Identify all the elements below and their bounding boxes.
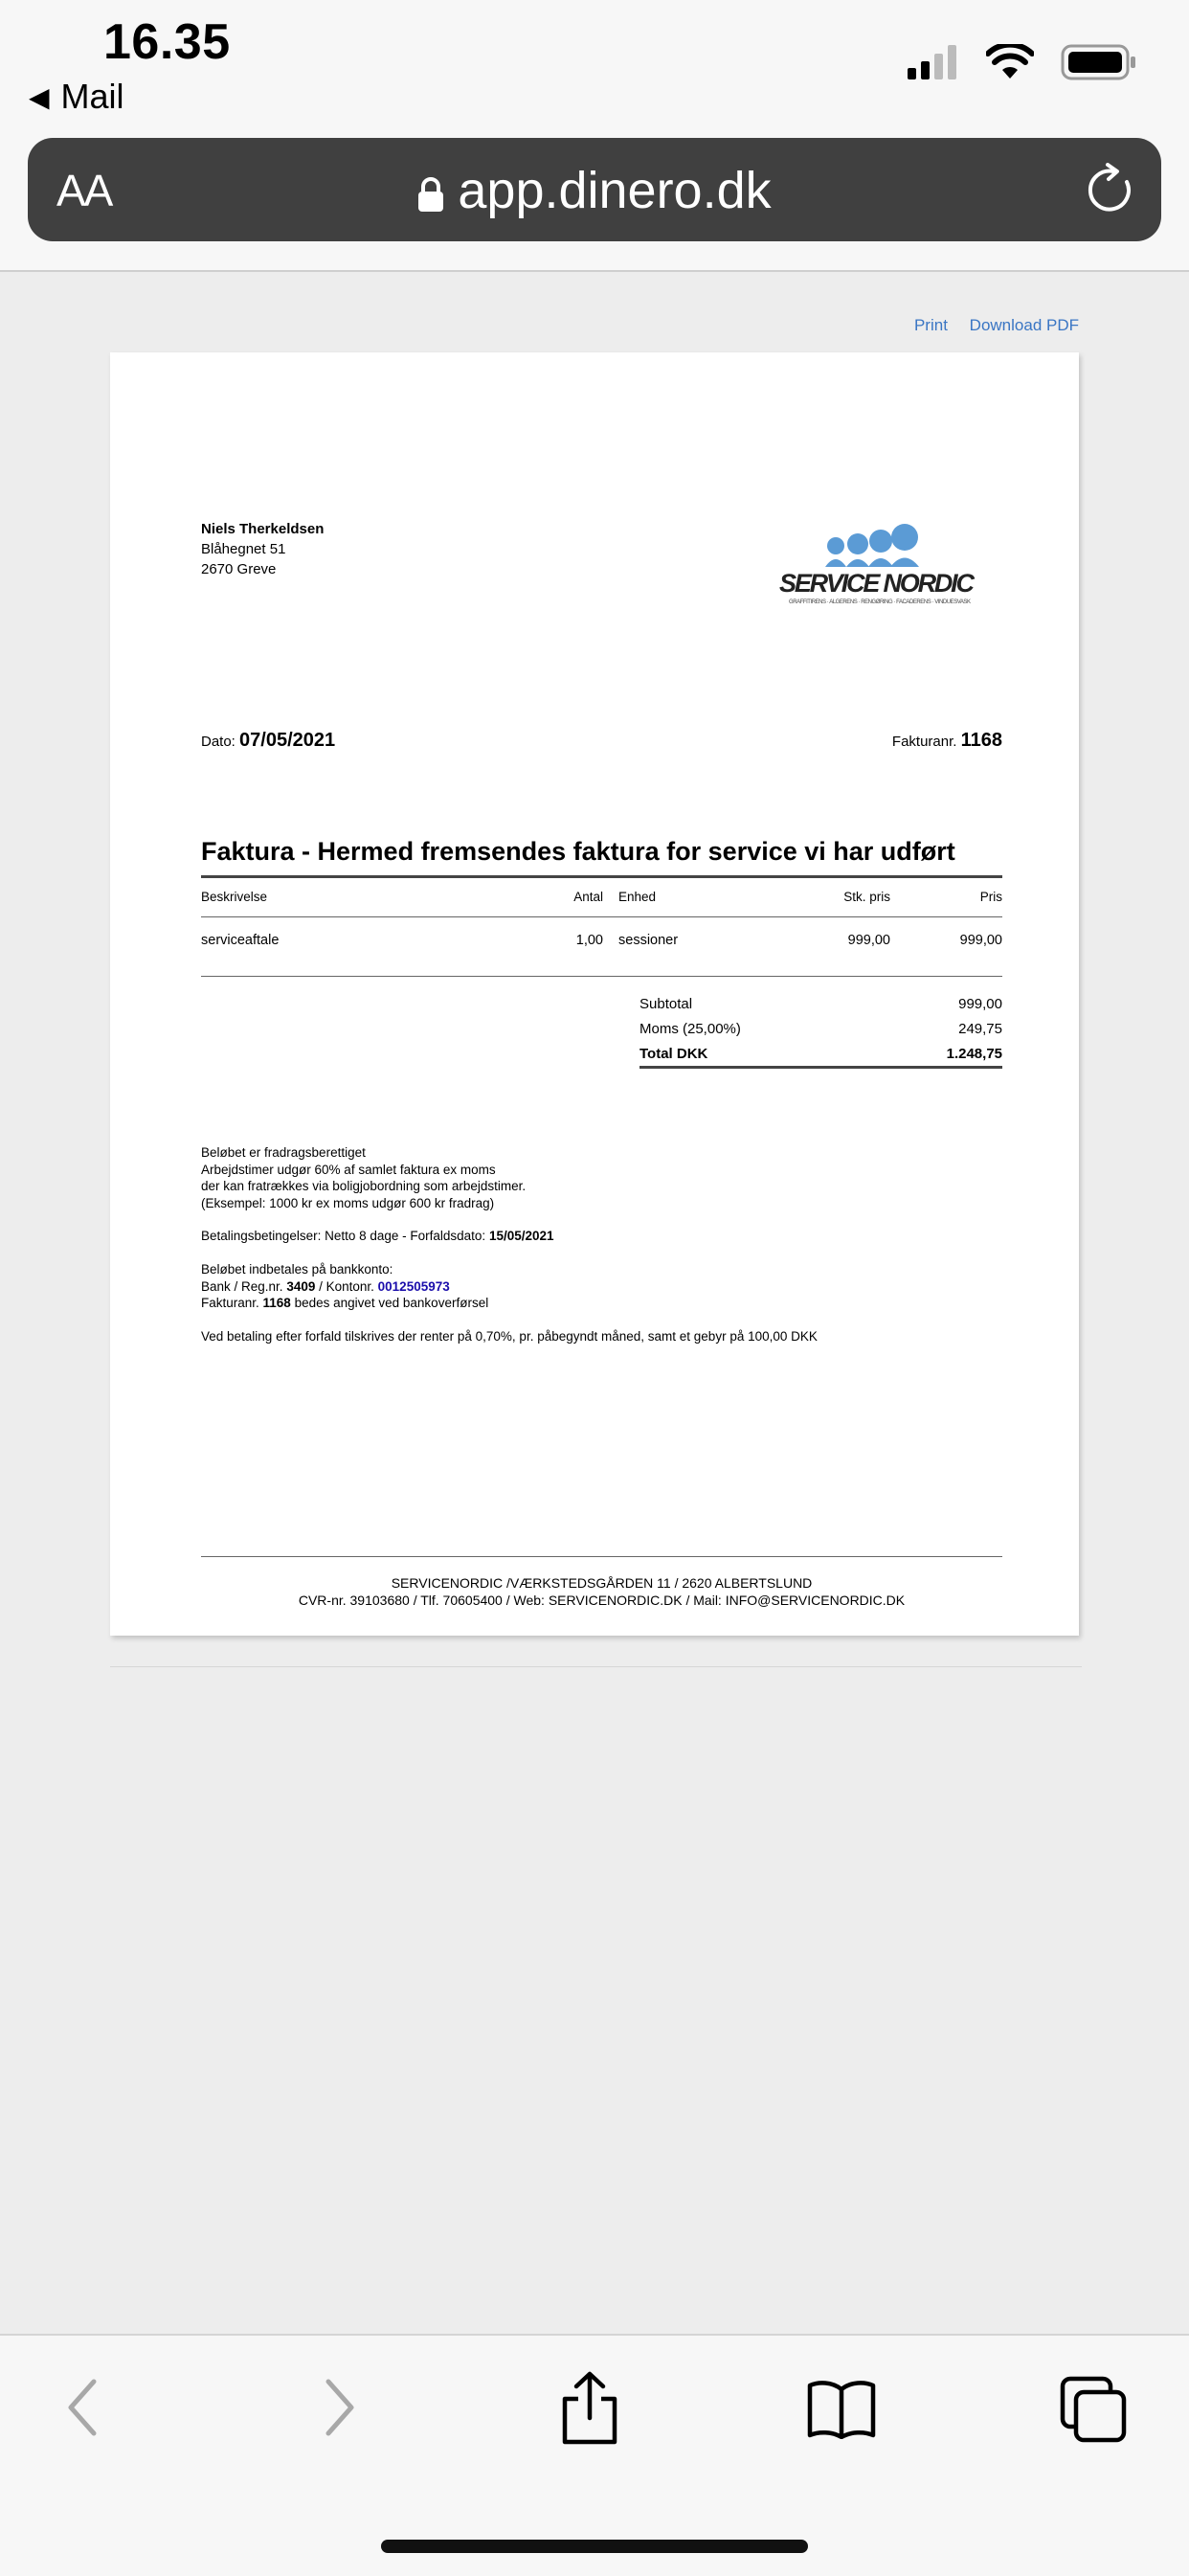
- back-to-mail-button[interactable]: [29, 77, 124, 117]
- invoice-page: [110, 352, 1079, 1636]
- print-link[interactable]: Print: [913, 316, 948, 334]
- table-row: [201, 928, 1002, 953]
- reg-number: 3409: [286, 1278, 316, 1294]
- service-nordic-logo: [777, 523, 978, 609]
- status-time: 16.35: [103, 14, 231, 70]
- url-text: app.dinero.dk: [458, 162, 772, 219]
- col-unit: Enhed: [618, 889, 657, 904]
- note-line: Arbejdstimer udgør 60% af samlet faktura ex moms: [201, 1162, 496, 1177]
- invoice-lines-table: [201, 884, 1002, 953]
- customer-name: Niels Therkeldsen: [201, 521, 325, 537]
- address-bar[interactable]: [28, 138, 1161, 241]
- col-price: Pris: [979, 889, 1002, 904]
- line-desc: serviceaftale: [201, 933, 280, 948]
- customer-street: Blåhegnet 51: [201, 541, 286, 557]
- invoice-title: Faktura - Hermed fremsendes faktura for service vi har udført: [201, 837, 955, 866]
- payment-terms: [201, 1228, 1002, 1245]
- bookmarks-icon[interactable]: [807, 2378, 876, 2439]
- vat-row: [639, 1021, 1002, 1046]
- date-value: 07/05/2021: [239, 730, 336, 751]
- text-size-label: AA: [56, 166, 112, 215]
- late-fee-note: Ved betaling efter forfald tilskrives der renter på 0,70%, pr. påbegyndt måned, samt et gebyr på 100,00 DKK: [201, 1328, 818, 1344]
- home-indicator: [381, 2540, 808, 2553]
- header-rule: [201, 916, 1002, 917]
- lock-icon: [417, 176, 444, 213]
- vat-value: 249,75: [958, 1021, 1002, 1037]
- line-unit-price: 999,00: [847, 933, 890, 948]
- lines-end-rule: [201, 976, 1002, 977]
- footer-contact: CVR-nr. 39103680 / Tlf. 70605400 / Web: SERVICENORDIC.DK / Mail: INFO@SERVICENORDIC.DK: [298, 1592, 906, 1608]
- footer-rule: [201, 1556, 1002, 1557]
- note-line: Beløbet er fradragsberettiget: [201, 1145, 366, 1160]
- date-label: Dato:: [201, 734, 236, 750]
- customer-city: 2670 Greve: [201, 561, 277, 577]
- col-unit-price: Stk. pris: [843, 889, 890, 904]
- total-label: Total DKK: [639, 1046, 708, 1062]
- ref-number: 1168: [262, 1296, 291, 1311]
- forward-icon[interactable]: [321, 2376, 359, 2439]
- invoice-notes: [201, 1144, 1002, 1361]
- back-label: Mail: [60, 77, 124, 116]
- subtotal-label: Subtotal: [639, 996, 693, 1012]
- share-icon[interactable]: [559, 2370, 620, 2445]
- back-arrow-icon: ◀: [29, 81, 50, 112]
- url-display[interactable]: [28, 161, 1161, 220]
- invoice-number: [892, 730, 1002, 752]
- account-number-link[interactable]: 0012505973: [377, 1278, 450, 1294]
- subtotal-row: [639, 996, 1002, 1021]
- document-actions: [897, 316, 1079, 335]
- invoice-footer: [201, 1575, 1002, 1609]
- invoice-number-label: Fakturanr.: [891, 734, 957, 750]
- line-price: 999,00: [959, 933, 1002, 948]
- account-prefix: / Kontonr.: [315, 1278, 378, 1294]
- cellular-signal-icon: [908, 45, 959, 79]
- reload-icon[interactable]: [1085, 163, 1136, 216]
- bank-details: [201, 1261, 1002, 1312]
- note-line: (Eksempel: 1000 kr ex moms udgør 600 kr fradrag): [201, 1195, 495, 1210]
- ref-suffix: bedes angivet ved bankoverførsel: [290, 1296, 489, 1311]
- terms-text: Betalingsbetingelser: Netto 8 dage - Forfaldsdato:: [201, 1229, 489, 1244]
- invoice-date: [201, 730, 1002, 752]
- line-qty: 1,00: [575, 933, 603, 948]
- vat-label: Moms (25,00%): [639, 1021, 741, 1037]
- footer-address: SERVICENORDIC /VÆRKSTEDSGÅRDEN 11 / 2620 ALBERTSLUND: [391, 1575, 813, 1591]
- svg-text:GRAFFITIRENS · ALGERENS · RENG: GRAFFITIRENS · ALGERENS · RENGØRING · FACADERENS · VINDUESVASK: [789, 599, 971, 605]
- subtotal-value: 999,00: [958, 996, 1002, 1012]
- due-date: 15/05/2021: [488, 1229, 554, 1244]
- svg-text:SERVICE NORDIC: SERVICE NORDIC: [779, 569, 975, 598]
- table-header-row: [201, 884, 1002, 909]
- back-icon[interactable]: [63, 2376, 101, 2439]
- tabs-icon[interactable]: [1060, 2376, 1127, 2443]
- total-value: 1.248,75: [946, 1046, 1002, 1062]
- line-unit: sessioner: [618, 933, 679, 948]
- title-rule: [201, 875, 1002, 878]
- col-qty: Antal: [573, 889, 603, 904]
- note-line: der kan fratrækkes via boligjobordning som arbejdstimer.: [201, 1179, 527, 1194]
- battery-icon: [1061, 44, 1137, 80]
- status-icons: [908, 44, 1137, 80]
- invoice-number-value: 1168: [960, 730, 1002, 751]
- page-divider: [110, 1666, 1082, 1667]
- bank-prefix: Bank / Reg.nr.: [201, 1278, 287, 1294]
- download-pdf-link[interactable]: Download PDF: [969, 316, 1079, 334]
- bank-intro: Beløbet indbetales på bankkonto:: [201, 1261, 393, 1277]
- ref-prefix: Fakturanr.: [201, 1296, 263, 1311]
- wifi-icon: [986, 44, 1034, 80]
- totals-block: [639, 996, 1002, 1069]
- col-desc: Beskrivelse: [201, 889, 268, 904]
- browser-top-bar: [0, 0, 1189, 272]
